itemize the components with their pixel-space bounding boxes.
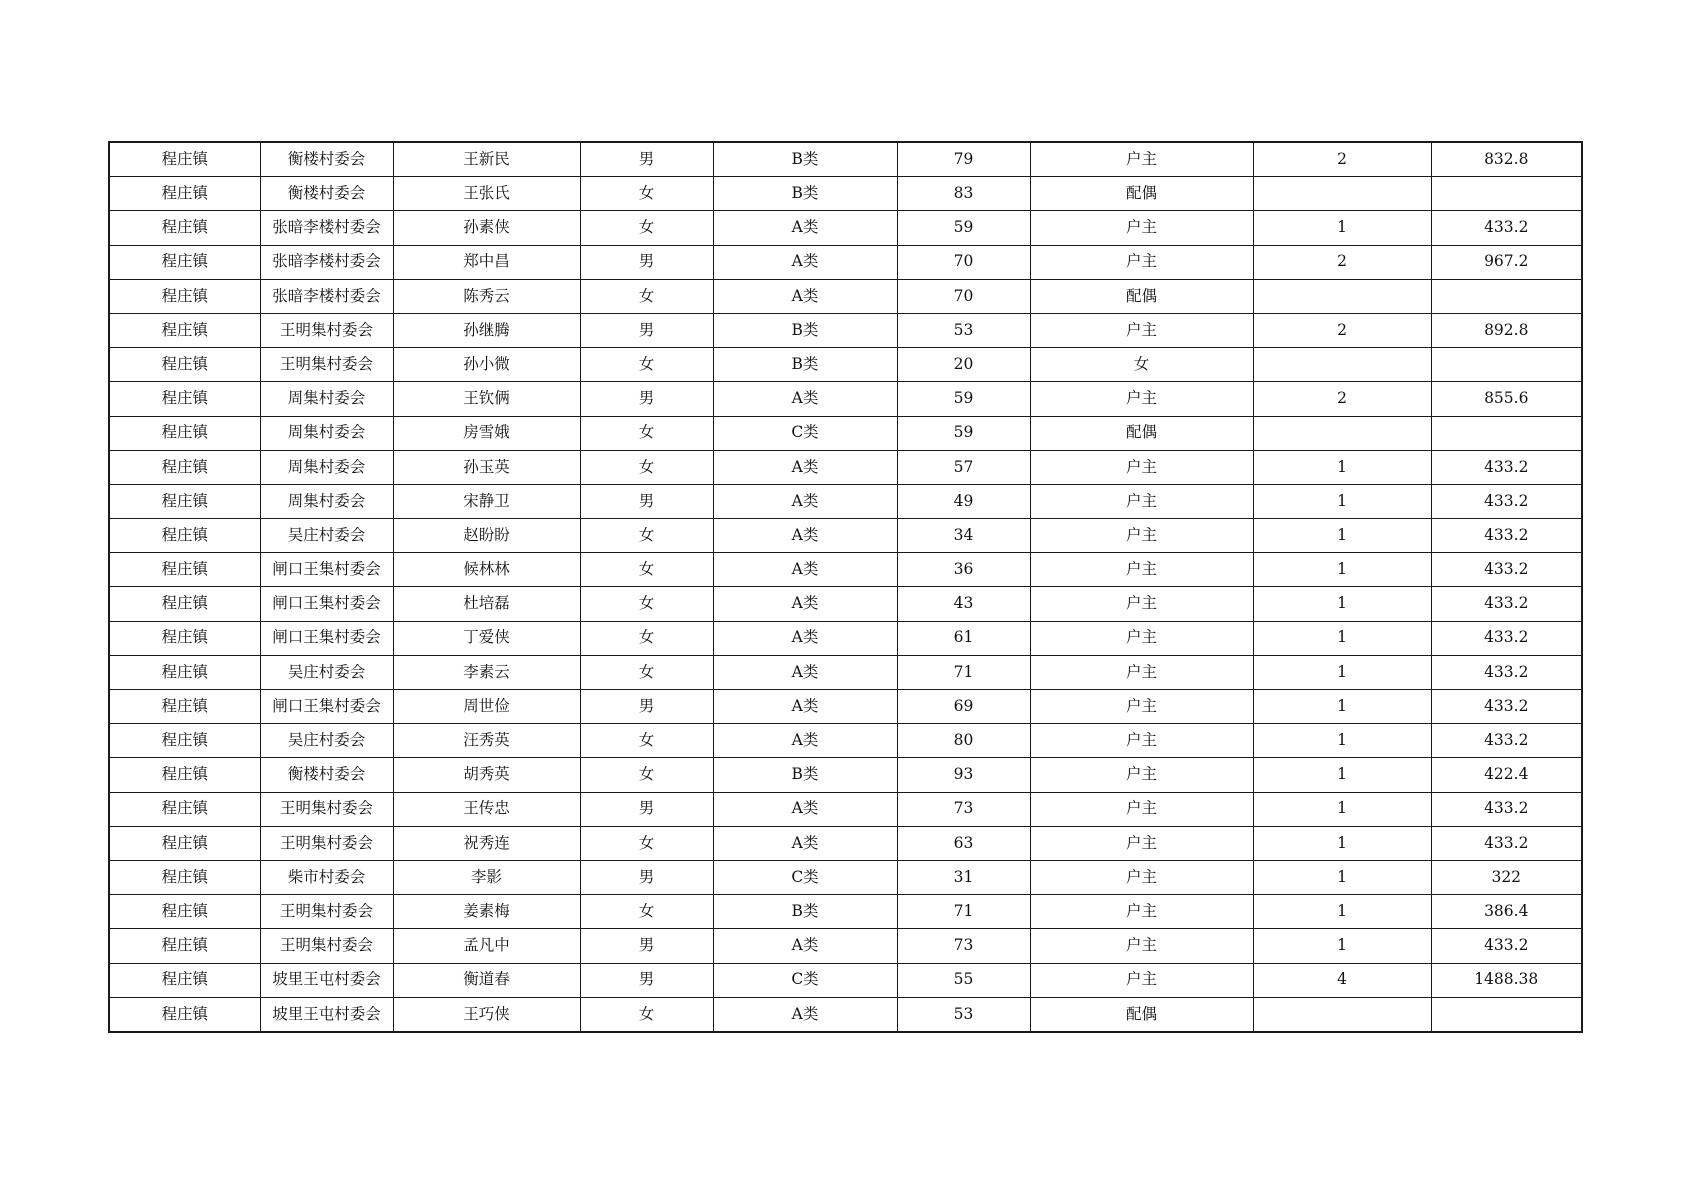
village-cell: 柴市村委会 [260, 860, 393, 894]
amount-cell: 433.2 [1431, 484, 1582, 518]
relation-cell: 配偶 [1030, 997, 1253, 1032]
age-cell: 53 [897, 313, 1030, 347]
age-cell: 53 [897, 997, 1030, 1032]
table-row [109, 587, 1582, 621]
name-cell: 王传忠 [393, 792, 580, 826]
gender-cell: 女 [580, 997, 713, 1032]
town-cell: 程庄镇 [109, 860, 260, 894]
relation-cell: 户主 [1030, 553, 1253, 587]
category-cell: A类 [713, 929, 897, 963]
amount-cell: 433.2 [1431, 621, 1582, 655]
gender-cell: 男 [580, 963, 713, 997]
roster-table [108, 141, 1583, 1033]
category-cell: A类 [713, 382, 897, 416]
category-cell: A类 [713, 792, 897, 826]
town-cell: 程庄镇 [109, 929, 260, 963]
category-cell: B类 [713, 177, 897, 211]
amount-cell: 433.2 [1431, 450, 1582, 484]
amount-cell [1431, 416, 1582, 450]
table-row [109, 690, 1582, 724]
village-cell: 周集村委会 [260, 382, 393, 416]
gender-cell: 男 [580, 929, 713, 963]
household-size-cell: 1 [1253, 553, 1431, 587]
town-cell: 程庄镇 [109, 348, 260, 382]
relation-cell: 户主 [1030, 313, 1253, 347]
village-cell: 周集村委会 [260, 416, 393, 450]
household-size-cell: 2 [1253, 382, 1431, 416]
household-size-cell: 1 [1253, 724, 1431, 758]
table-row [109, 245, 1582, 279]
name-cell: 祝秀连 [393, 826, 580, 860]
table-row [109, 142, 1582, 177]
relation-cell: 配偶 [1030, 177, 1253, 211]
village-cell: 衡楼村委会 [260, 142, 393, 177]
amount-cell: 855.6 [1431, 382, 1582, 416]
category-cell: A类 [713, 450, 897, 484]
category-cell: B类 [713, 348, 897, 382]
name-cell: 胡秀英 [393, 758, 580, 792]
household-size-cell [1253, 348, 1431, 382]
amount-cell: 433.2 [1431, 587, 1582, 621]
category-cell: C类 [713, 860, 897, 894]
town-cell: 程庄镇 [109, 313, 260, 347]
gender-cell: 男 [580, 484, 713, 518]
table-row [109, 348, 1582, 382]
relation-cell: 户主 [1030, 519, 1253, 553]
age-cell: 73 [897, 792, 1030, 826]
town-cell: 程庄镇 [109, 519, 260, 553]
category-cell: A类 [713, 519, 897, 553]
table-row [109, 450, 1582, 484]
relation-cell: 户主 [1030, 484, 1253, 518]
name-cell: 候林林 [393, 553, 580, 587]
table-row [109, 484, 1582, 518]
name-cell: 孙素侠 [393, 211, 580, 245]
amount-cell: 422.4 [1431, 758, 1582, 792]
age-cell: 31 [897, 860, 1030, 894]
amount-cell [1431, 997, 1582, 1032]
amount-cell: 832.8 [1431, 142, 1582, 177]
town-cell: 程庄镇 [109, 279, 260, 313]
table-row [109, 724, 1582, 758]
relation-cell: 户主 [1030, 211, 1253, 245]
amount-cell [1431, 348, 1582, 382]
table-row [109, 655, 1582, 689]
table-row [109, 382, 1582, 416]
household-size-cell: 2 [1253, 313, 1431, 347]
table-row [109, 792, 1582, 826]
category-cell: C类 [713, 963, 897, 997]
age-cell: 69 [897, 690, 1030, 724]
household-size-cell: 1 [1253, 211, 1431, 245]
town-cell: 程庄镇 [109, 587, 260, 621]
age-cell: 83 [897, 177, 1030, 211]
relation-cell: 户主 [1030, 450, 1253, 484]
village-cell: 王明集村委会 [260, 313, 393, 347]
category-cell: A类 [713, 245, 897, 279]
relation-cell: 户主 [1030, 860, 1253, 894]
age-cell: 43 [897, 587, 1030, 621]
town-cell: 程庄镇 [109, 177, 260, 211]
name-cell: 李影 [393, 860, 580, 894]
age-cell: 57 [897, 450, 1030, 484]
name-cell: 杜培磊 [393, 587, 580, 621]
household-size-cell: 4 [1253, 963, 1431, 997]
gender-cell: 女 [580, 348, 713, 382]
amount-cell: 386.4 [1431, 895, 1582, 929]
table-row [109, 416, 1582, 450]
gender-cell: 男 [580, 792, 713, 826]
category-cell: B类 [713, 895, 897, 929]
relation-cell: 户主 [1030, 690, 1253, 724]
amount-cell: 433.2 [1431, 519, 1582, 553]
relation-cell: 户主 [1030, 245, 1253, 279]
name-cell: 衡道春 [393, 963, 580, 997]
category-cell: A类 [713, 826, 897, 860]
village-cell: 王明集村委会 [260, 929, 393, 963]
amount-cell: 1488.38 [1431, 963, 1582, 997]
village-cell: 吴庄村委会 [260, 655, 393, 689]
village-cell: 坡里王屯村委会 [260, 997, 393, 1032]
household-size-cell: 1 [1253, 860, 1431, 894]
village-cell: 闸口王集村委会 [260, 690, 393, 724]
name-cell: 王巧侠 [393, 997, 580, 1032]
amount-cell: 433.2 [1431, 553, 1582, 587]
village-cell: 周集村委会 [260, 450, 393, 484]
table-row [109, 519, 1582, 553]
village-cell: 张暗李楼村委会 [260, 245, 393, 279]
village-cell: 王明集村委会 [260, 348, 393, 382]
category-cell: A类 [713, 997, 897, 1032]
village-cell: 张暗李楼村委会 [260, 279, 393, 313]
age-cell: 34 [897, 519, 1030, 553]
category-cell: A类 [713, 279, 897, 313]
age-cell: 20 [897, 348, 1030, 382]
household-size-cell: 1 [1253, 484, 1431, 518]
amount-cell: 433.2 [1431, 724, 1582, 758]
amount-cell [1431, 279, 1582, 313]
village-cell: 王明集村委会 [260, 895, 393, 929]
name-cell: 孟凡中 [393, 929, 580, 963]
gender-cell: 女 [580, 177, 713, 211]
household-size-cell [1253, 416, 1431, 450]
household-size-cell: 1 [1253, 826, 1431, 860]
town-cell: 程庄镇 [109, 211, 260, 245]
village-cell: 衡楼村委会 [260, 758, 393, 792]
amount-cell: 433.2 [1431, 792, 1582, 826]
town-cell: 程庄镇 [109, 416, 260, 450]
table-row [109, 929, 1582, 963]
age-cell: 93 [897, 758, 1030, 792]
category-cell: A类 [713, 211, 897, 245]
household-size-cell: 1 [1253, 621, 1431, 655]
household-size-cell: 1 [1253, 792, 1431, 826]
town-cell: 程庄镇 [109, 245, 260, 279]
amount-cell [1431, 177, 1582, 211]
gender-cell: 女 [580, 450, 713, 484]
category-cell: A类 [713, 484, 897, 518]
category-cell: A类 [713, 587, 897, 621]
name-cell: 姜素梅 [393, 895, 580, 929]
town-cell: 程庄镇 [109, 484, 260, 518]
gender-cell: 女 [580, 587, 713, 621]
name-cell: 丁爱侠 [393, 621, 580, 655]
table-row [109, 177, 1582, 211]
household-size-cell: 1 [1253, 690, 1431, 724]
gender-cell: 男 [580, 690, 713, 724]
gender-cell: 女 [580, 895, 713, 929]
village-cell: 王明集村委会 [260, 792, 393, 826]
relation-cell: 户主 [1030, 826, 1253, 860]
age-cell: 55 [897, 963, 1030, 997]
relation-cell: 户主 [1030, 758, 1253, 792]
age-cell: 71 [897, 655, 1030, 689]
amount-cell: 967.2 [1431, 245, 1582, 279]
amount-cell: 433.2 [1431, 655, 1582, 689]
name-cell: 孙继腾 [393, 313, 580, 347]
category-cell: B类 [713, 758, 897, 792]
village-cell: 闸口王集村委会 [260, 621, 393, 655]
relation-cell: 配偶 [1030, 279, 1253, 313]
town-cell: 程庄镇 [109, 690, 260, 724]
village-cell: 张暗李楼村委会 [260, 211, 393, 245]
table-row [109, 621, 1582, 655]
village-cell: 衡楼村委会 [260, 177, 393, 211]
age-cell: 80 [897, 724, 1030, 758]
age-cell: 79 [897, 142, 1030, 177]
table-row [109, 758, 1582, 792]
relation-cell: 户主 [1030, 724, 1253, 758]
name-cell: 李素云 [393, 655, 580, 689]
table-row [109, 997, 1582, 1032]
name-cell: 郑中昌 [393, 245, 580, 279]
age-cell: 49 [897, 484, 1030, 518]
name-cell: 周世俭 [393, 690, 580, 724]
household-size-cell [1253, 177, 1431, 211]
age-cell: 63 [897, 826, 1030, 860]
name-cell: 孙小微 [393, 348, 580, 382]
age-cell: 36 [897, 553, 1030, 587]
name-cell: 孙玉英 [393, 450, 580, 484]
village-cell: 王明集村委会 [260, 826, 393, 860]
gender-cell: 女 [580, 553, 713, 587]
table-row [109, 553, 1582, 587]
household-size-cell: 1 [1253, 929, 1431, 963]
village-cell: 吴庄村委会 [260, 724, 393, 758]
gender-cell: 男 [580, 313, 713, 347]
amount-cell: 322 [1431, 860, 1582, 894]
household-size-cell: 1 [1253, 895, 1431, 929]
table-row [109, 279, 1582, 313]
relation-cell: 户主 [1030, 895, 1253, 929]
gender-cell: 男 [580, 142, 713, 177]
town-cell: 程庄镇 [109, 792, 260, 826]
gender-cell: 男 [580, 860, 713, 894]
gender-cell: 女 [580, 519, 713, 553]
relation-cell: 户主 [1030, 963, 1253, 997]
town-cell: 程庄镇 [109, 997, 260, 1032]
gender-cell: 男 [580, 382, 713, 416]
name-cell: 王张氏 [393, 177, 580, 211]
table-row [109, 860, 1582, 894]
amount-cell: 433.2 [1431, 826, 1582, 860]
town-cell: 程庄镇 [109, 895, 260, 929]
relation-cell: 户主 [1030, 382, 1253, 416]
household-size-cell [1253, 279, 1431, 313]
town-cell: 程庄镇 [109, 450, 260, 484]
town-cell: 程庄镇 [109, 142, 260, 177]
amount-cell: 892.8 [1431, 313, 1582, 347]
table-row [109, 963, 1582, 997]
gender-cell: 女 [580, 211, 713, 245]
age-cell: 73 [897, 929, 1030, 963]
amount-cell: 433.2 [1431, 929, 1582, 963]
category-cell: B类 [713, 142, 897, 177]
town-cell: 程庄镇 [109, 553, 260, 587]
village-cell: 闸口王集村委会 [260, 587, 393, 621]
category-cell: C类 [713, 416, 897, 450]
table-row [109, 826, 1582, 860]
age-cell: 70 [897, 245, 1030, 279]
gender-cell: 女 [580, 758, 713, 792]
household-size-cell: 2 [1253, 245, 1431, 279]
category-cell: A类 [713, 655, 897, 689]
age-cell: 71 [897, 895, 1030, 929]
town-cell: 程庄镇 [109, 382, 260, 416]
name-cell: 汪秀英 [393, 724, 580, 758]
age-cell: 59 [897, 211, 1030, 245]
town-cell: 程庄镇 [109, 621, 260, 655]
table-row [109, 895, 1582, 929]
roster-body [109, 142, 1582, 1032]
household-size-cell [1253, 997, 1431, 1032]
age-cell: 59 [897, 416, 1030, 450]
amount-cell: 433.2 [1431, 690, 1582, 724]
relation-cell: 户主 [1030, 929, 1253, 963]
household-size-cell: 1 [1253, 519, 1431, 553]
gender-cell: 女 [580, 655, 713, 689]
age-cell: 61 [897, 621, 1030, 655]
gender-cell: 女 [580, 826, 713, 860]
town-cell: 程庄镇 [109, 724, 260, 758]
relation-cell: 户主 [1030, 621, 1253, 655]
name-cell: 陈秀云 [393, 279, 580, 313]
gender-cell: 女 [580, 279, 713, 313]
household-size-cell: 1 [1253, 758, 1431, 792]
relation-cell: 户主 [1030, 655, 1253, 689]
household-size-cell: 1 [1253, 587, 1431, 621]
gender-cell: 女 [580, 621, 713, 655]
name-cell: 王新民 [393, 142, 580, 177]
category-cell: A类 [713, 690, 897, 724]
gender-cell: 男 [580, 245, 713, 279]
village-cell: 闸口王集村委会 [260, 553, 393, 587]
town-cell: 程庄镇 [109, 826, 260, 860]
town-cell: 程庄镇 [109, 655, 260, 689]
category-cell: B类 [713, 313, 897, 347]
relation-cell: 配偶 [1030, 416, 1253, 450]
name-cell: 宋静卫 [393, 484, 580, 518]
table-row [109, 313, 1582, 347]
table-row [109, 211, 1582, 245]
category-cell: A类 [713, 724, 897, 758]
name-cell: 赵盼盼 [393, 519, 580, 553]
amount-cell: 433.2 [1431, 211, 1582, 245]
relation-cell: 户主 [1030, 792, 1253, 826]
village-cell: 坡里王屯村委会 [260, 963, 393, 997]
age-cell: 70 [897, 279, 1030, 313]
gender-cell: 女 [580, 724, 713, 758]
category-cell: A类 [713, 621, 897, 655]
age-cell: 59 [897, 382, 1030, 416]
relation-cell: 户主 [1030, 142, 1253, 177]
household-size-cell: 1 [1253, 655, 1431, 689]
household-size-cell: 2 [1253, 142, 1431, 177]
gender-cell: 女 [580, 416, 713, 450]
town-cell: 程庄镇 [109, 963, 260, 997]
category-cell: A类 [713, 553, 897, 587]
name-cell: 房雪娥 [393, 416, 580, 450]
name-cell: 王钦俩 [393, 382, 580, 416]
village-cell: 周集村委会 [260, 484, 393, 518]
town-cell: 程庄镇 [109, 758, 260, 792]
household-size-cell: 1 [1253, 450, 1431, 484]
relation-cell: 户主 [1030, 587, 1253, 621]
village-cell: 吴庄村委会 [260, 519, 393, 553]
relation-cell: 女 [1030, 348, 1253, 382]
